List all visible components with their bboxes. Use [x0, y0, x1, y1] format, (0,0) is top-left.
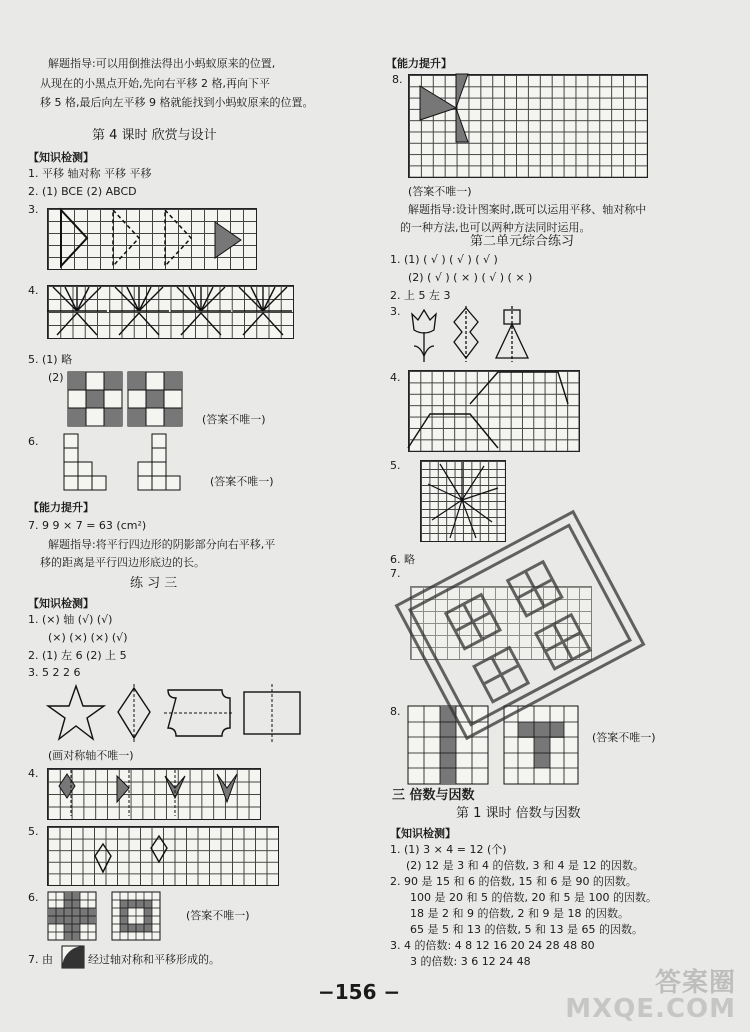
guide-text: 的一种方法,也可以两种方法同时运用。 — [400, 221, 591, 234]
answer-line: 1. (1) ( √ ) ( √ ) ( √ ) — [390, 253, 498, 266]
question-number: 8. — [392, 73, 403, 86]
answer-line: (2) 12 是 3 和 4 的倍数, 3 和 4 是 12 的因数。 — [406, 859, 645, 872]
answer-label: (2) — [48, 371, 64, 384]
answer-line: 18 是 2 和 9 的倍数, 2 和 9 是 18 的因数。 — [410, 907, 629, 920]
section-header: 【能力提升】 — [386, 57, 452, 70]
net-shapes — [64, 434, 182, 496]
watermark-url: MXQE.COM — [565, 994, 736, 1024]
cross-patterns — [48, 892, 160, 940]
question-number: 7. — [390, 567, 401, 580]
answer-line: 1. (×) 轴 (√) (√) — [28, 613, 113, 626]
note-text: (答案不唯一) — [202, 413, 266, 426]
guide-text: 解题指导:设计图案时,既可以运用平移、轴对称中 — [408, 203, 647, 216]
answer-line: 100 是 20 和 5 的倍数, 20 和 5 是 100 的因数。 — [410, 891, 657, 904]
symmetry-shapes — [46, 684, 306, 742]
stamp-overlay — [400, 520, 640, 730]
question-number: 5. — [28, 825, 39, 838]
fan-figure — [47, 285, 292, 337]
lesson-title: 第 4 课时 欣赏与设计 — [92, 128, 217, 143]
page-number: −156 − — [318, 980, 401, 1004]
question-number: 4. — [390, 371, 401, 384]
quarter-shape — [62, 946, 84, 968]
question-number: 5. — [390, 459, 401, 472]
answer-line: 3. 4 的倍数: 4 8 12 16 20 24 28 48 80 — [390, 939, 595, 952]
note-text: (画对称轴不唯一) — [48, 749, 134, 762]
section-header: 【知识检测】 — [28, 597, 94, 610]
question-number: 8. — [390, 705, 401, 718]
section-header: 【知识检测】 — [28, 151, 94, 164]
answer-line: 2. 上 5 左 3 — [390, 289, 451, 302]
guide-text: 从现在的小黑点开始,先向右平移 2 格,再向下平 — [40, 77, 270, 90]
arrow-figures — [47, 768, 259, 818]
question-number: 4. — [28, 284, 39, 297]
answer-line: (2) ( √ ) ( × ) ( √ ) ( × ) — [408, 271, 533, 284]
note-text: (答案不唯一) — [592, 731, 656, 744]
pinwheel-figure — [408, 74, 646, 176]
answer-line: 2. (1) BCE (2) ABCD — [28, 185, 137, 198]
answer-line: 2. (1) 左 6 (2) 上 5 — [28, 649, 127, 662]
answer-line: 2. 90 是 15 和 6 的倍数, 15 和 6 是 90 的因数。 — [390, 875, 637, 888]
question-number: 6. — [28, 891, 39, 904]
question-number: 3. — [28, 203, 39, 216]
section-header: 【能力提升】 — [28, 501, 94, 514]
answer-line: 1. (1) 3 × 4 = 12 (个) — [390, 843, 507, 856]
answer-line: 6. 略 — [390, 553, 415, 566]
answer-line: 3. 5 2 2 6 — [28, 666, 81, 679]
guide-text: 移 5 格,最后向左平移 9 格就能找到小蚂蚁原来的位置。 — [40, 96, 314, 109]
answer-line: (×) (×) (×) (√) — [48, 631, 128, 644]
question-number: 6. — [28, 435, 39, 448]
unit-title: 第二单元综合练习 — [470, 234, 575, 249]
answer-line: 65 是 5 和 13 的倍数, 5 和 13 是 65 的因数。 — [410, 923, 643, 936]
answer-line: 3 的倍数: 3 6 12 24 48 — [410, 955, 531, 968]
symmetry-figures — [406, 306, 546, 364]
section-header: 【知识检测】 — [390, 827, 456, 840]
question-number: 3. — [390, 305, 401, 318]
triangle-figure — [47, 208, 255, 268]
guide-text: 移的距离是平行四边形底边的长。 — [40, 556, 205, 569]
guide-text: 解题指导:将平行四边形的阴影部分向右平移,平 — [48, 538, 276, 551]
watermark-text: 答案圈 — [654, 968, 736, 998]
answer-line: 经过轴对称和平移形成的。 — [88, 953, 220, 966]
answer-line: 5. (1) 略 — [28, 353, 73, 366]
note-text: (答案不唯一) — [210, 475, 274, 488]
exercise-title: 练 习 三 — [130, 576, 178, 591]
trapezoid-figure — [408, 370, 578, 450]
checker-pattern — [68, 372, 182, 426]
answer-line: 7. 由 — [28, 953, 53, 966]
note-text: (答案不唯一) — [186, 909, 250, 922]
diamond-figures — [47, 826, 277, 884]
guide-text: 解题指导:可以用倒推法得出小蚂蚁原来的位置, — [48, 57, 276, 70]
answer-line: 7. 9 9 × 7 = 63 (cm²) — [28, 519, 147, 532]
answer-line: 1. 平移 轴对称 平移 平移 — [28, 167, 152, 180]
note-text: (答案不唯一) — [408, 185, 472, 198]
lesson-title: 第 1 课时 倍数与因数 — [456, 806, 581, 821]
question-number: 4. — [28, 767, 39, 780]
chapter-title: 三 倍数与因数 — [392, 788, 475, 803]
